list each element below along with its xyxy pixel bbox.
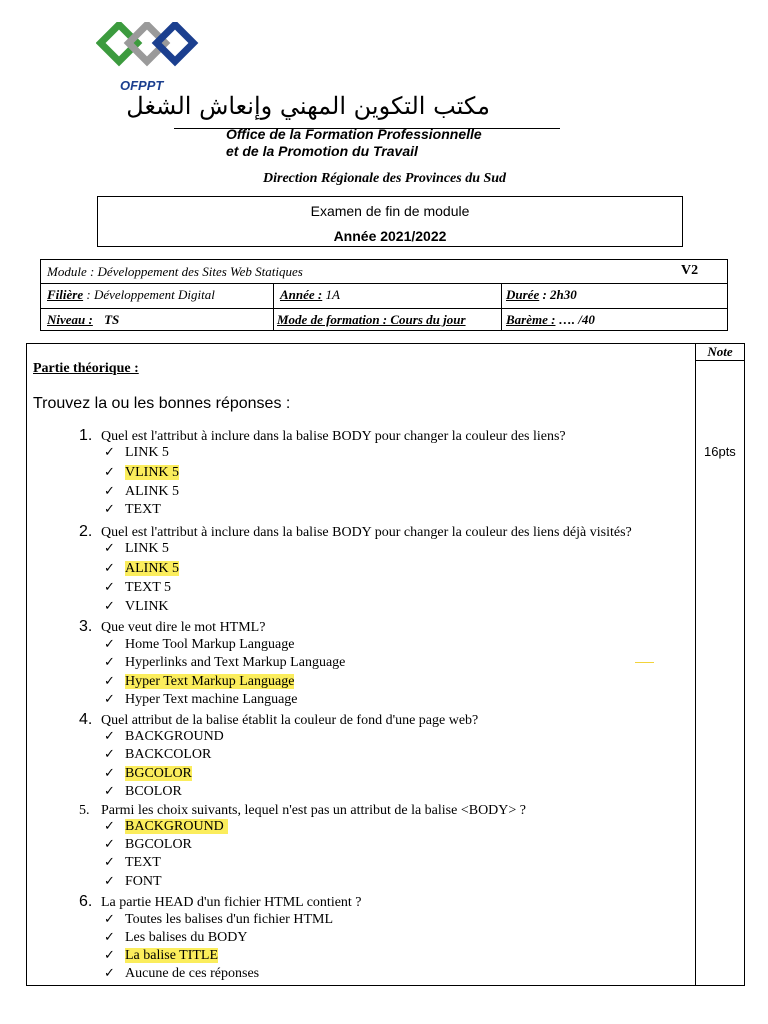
niveau-label: Niveau : <box>47 312 93 327</box>
answer-option <box>104 837 192 853</box>
question-number: 3. <box>79 618 93 635</box>
info-col-divider <box>501 283 502 331</box>
option-text: LINK 5 <box>125 445 169 460</box>
answer-option <box>104 599 169 615</box>
checkmark-icon: ✓ <box>104 484 115 499</box>
question-text: La partie HEAD d'un fichier HTML contient ? <box>101 895 362 910</box>
option-text: VLINK 5 <box>125 465 180 480</box>
checkmark-icon: ✓ <box>104 465 115 480</box>
option-text: TEXT <box>125 855 161 870</box>
question-text: Quel est l'attribut à inclure dans la balise BODY pour changer la couleur des liens déjà visités? <box>101 525 632 540</box>
annee-value: 1A <box>325 287 340 302</box>
option-text: BACKGROUND <box>125 729 224 744</box>
answer-option <box>104 655 345 671</box>
checkmark-icon: ✓ <box>104 966 115 981</box>
duree-cell <box>506 287 577 303</box>
exam-title-box <box>97 196 683 247</box>
option-text: Home Tool Markup Language <box>125 637 295 652</box>
option-text: ALINK 5 <box>125 484 180 499</box>
filiere-value: : Développement Digital <box>86 287 215 302</box>
option-text: Aucune de ces réponses <box>125 966 260 981</box>
answer-option <box>104 502 161 518</box>
niveau-value: TS <box>104 312 120 327</box>
office-name-line1: Office de la Formation Professionnelle <box>226 126 482 142</box>
checkmark-icon: ✓ <box>104 637 115 652</box>
bareme-label: Barème : <box>506 312 556 327</box>
duree-label: Durée <box>506 287 540 302</box>
points-value: 16pts <box>704 444 736 459</box>
answer-option <box>104 784 182 800</box>
answer-option <box>104 930 248 946</box>
checkmark-icon: ✓ <box>104 692 115 707</box>
answer-option <box>104 637 294 653</box>
answer-option <box>104 580 171 596</box>
stray-mark <box>635 662 654 663</box>
office-name-line2: et de la Promotion du Travail <box>226 143 418 159</box>
answer-option-correct <box>104 819 228 835</box>
exam-title: Examen de fin de module <box>310 203 470 219</box>
answer-option <box>104 874 162 890</box>
checkmark-icon: ✓ <box>104 674 115 689</box>
answer-option <box>104 912 333 928</box>
checkmark-icon: ✓ <box>104 784 115 799</box>
annee-cell <box>280 287 340 303</box>
answer-option <box>104 692 298 708</box>
module-label: Module : <box>47 264 95 279</box>
option-text: Hyper Text Markup Language <box>125 674 295 689</box>
filiere-label: Filière <box>47 287 84 302</box>
question-text: Parmi les choix suivants, lequel n'est pas un attribut de la balise <BODY> ? <box>101 803 527 818</box>
answer-option <box>104 484 179 500</box>
checkmark-icon: ✓ <box>104 912 115 927</box>
version-label: V2 <box>681 263 699 278</box>
option-text: TEXT 5 <box>125 580 172 595</box>
answer-option <box>104 966 259 982</box>
question-3 <box>79 618 265 636</box>
question-5 <box>79 803 526 819</box>
checkmark-icon: ✓ <box>104 580 115 595</box>
checkmark-icon: ✓ <box>104 819 115 834</box>
duree-value: : 2h30 <box>542 287 577 302</box>
bareme-value: …. /40 <box>558 312 595 327</box>
checkmark-icon: ✓ <box>104 948 115 963</box>
info-col-divider <box>273 283 274 331</box>
filiere-cell <box>47 287 215 303</box>
answer-option-correct <box>104 561 179 577</box>
option-text: BGCOLOR <box>125 837 192 852</box>
option-text: BACKCOLOR <box>125 747 212 762</box>
question-number: 6. <box>79 893 93 910</box>
option-text: BCOLOR <box>125 784 182 799</box>
checkmark-icon: ✓ <box>104 747 115 762</box>
mode-cell <box>277 312 466 328</box>
mode-label: Mode de formation : Cours du jour <box>277 312 466 327</box>
module-cell <box>47 264 303 280</box>
checkmark-icon: ✓ <box>104 599 115 614</box>
question-6 <box>79 893 362 911</box>
option-text: LINK 5 <box>125 541 169 556</box>
section-title: Partie théorique : <box>33 361 139 376</box>
option-text: TEXT <box>125 502 161 517</box>
module-info-table <box>40 259 728 331</box>
answer-option <box>104 747 211 763</box>
checkmark-icon: ✓ <box>104 445 115 460</box>
question-text: Que veut dire le mot HTML? <box>101 620 266 635</box>
checkmark-icon: ✓ <box>104 837 115 852</box>
checkmark-icon: ✓ <box>104 655 115 670</box>
answer-option <box>104 541 169 557</box>
checkmark-icon: ✓ <box>104 874 115 889</box>
exam-year: Année 2021/2022 <box>333 228 447 244</box>
question-number: 4. <box>79 711 93 728</box>
question-1 <box>79 427 566 445</box>
answer-option <box>104 729 224 745</box>
logo-text: OFPPT <box>120 78 164 93</box>
question-text: Quel est l'attribut à inclure dans la balise BODY pour changer la couleur des liens? <box>101 429 566 444</box>
checkmark-icon: ✓ <box>104 855 115 870</box>
bareme-cell <box>506 312 595 328</box>
module-value: Développement des Sites Web Statiques <box>97 264 303 279</box>
option-text: Toutes les balises d'un fichier HTML <box>125 912 333 927</box>
checkmark-icon: ✓ <box>104 541 115 556</box>
answer-option-correct <box>104 674 294 690</box>
checkmark-icon: ✓ <box>104 729 115 744</box>
checkmark-icon: ✓ <box>104 930 115 945</box>
annee-label: Année : <box>280 287 323 302</box>
info-row-divider <box>41 283 727 284</box>
instruction-text: Trouvez la ou les bonnes réponses : <box>33 395 291 412</box>
note-header: Note <box>696 343 745 361</box>
option-text: BACKGROUND <box>125 819 228 834</box>
option-text: La balise TITLE <box>125 948 219 963</box>
option-text: VLINK <box>125 599 169 614</box>
option-text: Les balises du BODY <box>125 930 248 945</box>
answer-option-correct <box>104 948 218 964</box>
question-number: 5. <box>79 803 90 818</box>
info-row-divider <box>41 308 727 309</box>
checkmark-icon: ✓ <box>104 766 115 781</box>
question-text: Quel attribut de la balise établit la couleur de fond d'une page web? <box>101 713 479 728</box>
question-2 <box>79 523 632 541</box>
option-text: Hyper Text machine Language <box>125 692 298 707</box>
question-number: 1. <box>79 427 93 444</box>
answer-option <box>104 445 169 461</box>
arabic-title: مكتب التكوين المهني وإنعاش الشغل <box>126 92 490 120</box>
answer-option-correct <box>104 465 179 481</box>
option-text: FONT <box>125 874 162 889</box>
direction-title: Direction Régionale des Provinces du Sud <box>263 171 507 186</box>
checkmark-icon: ✓ <box>104 561 115 576</box>
answer-option-correct <box>104 766 192 782</box>
option-text: ALINK 5 <box>125 561 180 576</box>
question-number: 2. <box>79 523 93 540</box>
question-4 <box>79 711 478 729</box>
checkmark-icon: ✓ <box>104 502 115 517</box>
niveau-cell <box>47 312 119 328</box>
option-text: Hyperlinks and Text Markup Language <box>125 655 346 670</box>
option-text: BGCOLOR <box>125 766 192 781</box>
answer-option <box>104 855 161 871</box>
